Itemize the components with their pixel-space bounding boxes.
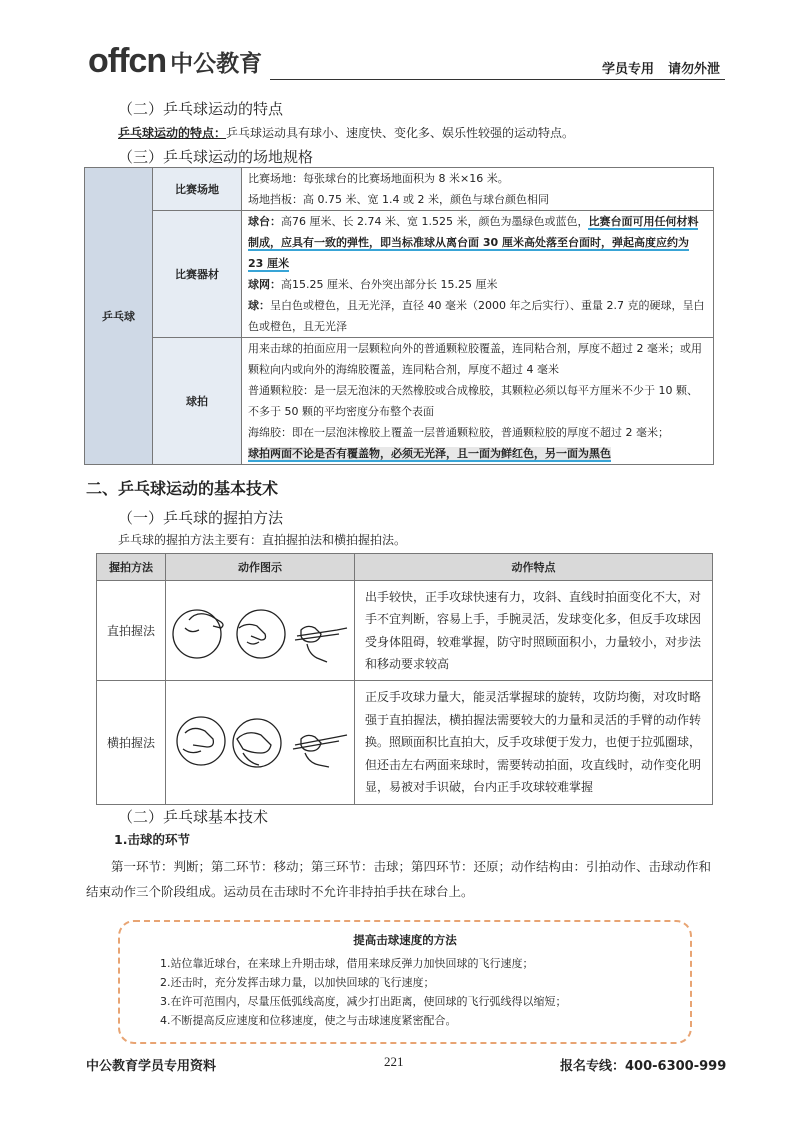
grip-header: 动作特点 — [355, 554, 713, 581]
tips-item: 3.在许可范围内，尽量压低弧线高度，减少打出距离，使回球的飞行弧线得以缩短； — [160, 995, 567, 1008]
spec-table — [84, 167, 714, 465]
shakehand-illustration — [166, 681, 355, 805]
penhold-illustration — [166, 581, 355, 681]
tips-box — [118, 920, 692, 1044]
racket-line: 海绵胶：即在一层泡沫橡胶上覆盖一层普通颗粒胶，普通颗粒胶的厚度不超过 2 毫米； — [248, 426, 669, 439]
penhold-hand-sketch — [167, 584, 353, 674]
offcn-logo — [88, 44, 262, 78]
tips-item: 2.还击时，充分发挥击球力量，以加快回球的飞行速度； — [160, 976, 435, 989]
racket-line: 用来击球的拍面应用一层颗粒向外的普通颗粒胶覆盖，连同粘合剂，厚度不超过 2 毫米；或用颗粒向内或向外的海绵胶覆盖，连同粘合剂，厚度不超过 4 毫米 — [248, 342, 702, 376]
section-venue-title: （三）乒乓球运动的场地规格 — [118, 148, 314, 166]
spec-row-name: 比赛场地 — [153, 168, 242, 211]
features-label: 乒乓球运动的特点： — [118, 126, 227, 140]
tips-item: 1.站位靠近球台，在来球上升期击球，借用来球反弹力加快回球的飞行速度； — [160, 957, 534, 970]
grip-header-row — [97, 554, 713, 581]
table-spec-label: 球台： — [248, 215, 281, 228]
table-spec-text: 高76 厘米、长 2.74 米、宽 1.525 米，颜色为墨绿色或蓝色， — [281, 215, 589, 228]
net-spec-text: 高15.25 厘米、台外突出部分长 15.25 厘米 — [281, 278, 498, 291]
tips-title: 提高击球速度的方法 — [353, 933, 457, 947]
logo-latin: offcn — [88, 42, 167, 80]
grip-method: 横拍握法 — [97, 681, 166, 805]
spec-row-content — [242, 211, 714, 338]
features-text: 乒乓球运动具有球小、速度快、变化多、娱乐性较强的运动特点。 — [226, 126, 575, 140]
section-technique-title: 二、乒乓球运动的基本技术 — [86, 479, 279, 498]
spec-row-racket — [85, 338, 714, 465]
page-number: 221 — [384, 1054, 404, 1069]
features-paragraph — [118, 123, 574, 143]
table-spec — [248, 211, 707, 274]
grip-desc: 出手较快，正手攻球快速有力，攻斜、直线时拍面变化不大，对手不宜判断，容易上手，手腕灵活，发球变化多，但反手攻球因受身体阻碍，较难掌握，防守时照顾面积小，力量较小，对步法和移动要求较高 — [355, 581, 713, 681]
shakehand-hand-sketch — [167, 691, 353, 791]
spec-row-content — [242, 338, 714, 465]
stages-subtitle: 1.击球的环节 — [114, 832, 190, 847]
grip-intro: 乒乓球的握拍方法主要有：直拍握拍法和横拍握拍法。 — [118, 533, 407, 547]
net-spec — [248, 274, 707, 295]
spec-row-content — [242, 168, 714, 211]
stages-paragraph: 第一环节：判断；第二环节：移动；第三环节：击球；第四环节：还原；动作结构由：引拍动作、击球动作和结束动作三个阶段组成。运动员在击球时不允许非持拍手扶在球台上。 — [86, 859, 712, 899]
grip-row-shakehand — [97, 681, 713, 805]
footer-left: 中公教育学员专用资料 — [86, 1059, 217, 1074]
grip-table — [96, 553, 713, 805]
tips-item: 4.不断提高反应速度和位移速度，使之与击球速度紧密配合。 — [160, 1014, 457, 1027]
section-grip-title: （一）乒乓球的握拍方法 — [118, 509, 284, 527]
net-spec-label: 球网： — [248, 278, 281, 291]
racket-highlight: 球拍两面不论是否有覆盖物，必须无光泽，且一面为鲜红色，另一面为黑色 — [248, 447, 611, 460]
spec-category: 乒乓球 — [85, 168, 153, 465]
section-basics-title: （二）乒乓球基本技术 — [118, 808, 269, 826]
section-features-title: （二）乒乓球运动的特点 — [118, 100, 284, 118]
grip-method: 直拍握法 — [97, 581, 166, 681]
grip-desc: 正反手攻球力量大，能灵活掌握球的旋转，攻防均衡，对攻时略强于直拍握法，横拍握法需要较大的力量和灵活的手臂的动作转换。照顾面积比直拍大，反手攻球便于发力，也便于拉弧圈球，但还击左右两面来球时，需要转动拍面，攻直线时，动作变化明显，易被对手识破，台内正手攻球较难掌握 — [355, 681, 713, 805]
ball-spec-label: 球： — [248, 299, 270, 312]
venue-line: 比赛场地：每张球台的比赛场地面积为 8 米×16 米。 — [248, 172, 509, 185]
spec-row-name: 比赛器材 — [153, 211, 242, 338]
spec-row-equipment — [85, 211, 714, 338]
ball-spec — [248, 295, 707, 337]
header-divider — [270, 79, 725, 80]
racket-line: 普通颗粒胶：是一层无泡沫的天然橡胶或合成橡胶，其颗粒必须以每平方厘米不少于 10 颗、不多于 50 颗的平均密度分布整个表面 — [248, 384, 698, 418]
venue-line: 场地挡板：高 0.75 米、宽 1.4 或 2 米，颜色与球台颜色相同 — [248, 193, 549, 206]
grip-row-penhold — [97, 581, 713, 681]
header-tag-confidential: 请勿外泄 — [668, 62, 721, 77]
header-tags — [588, 58, 720, 77]
table-spec-highlight: 比赛台面可用任何材料制成，应具有一致的弹性，即当标准球从离台面 30 厘米高处落至台面时，弹起高度应约为 23 厘米 — [248, 215, 699, 270]
ball-spec-text: 呈白色或橙色，且无光泽，直径 40 毫米（2000 年之后实行）、重量 2.7 克的硬球，呈白色或橙色，且无光泽 — [248, 299, 705, 333]
logo-cn: 中公教育 — [170, 51, 263, 77]
spec-row-name: 球拍 — [153, 338, 242, 465]
grip-header: 握拍方法 — [97, 554, 166, 581]
header-tag-students: 学员专用 — [602, 62, 655, 77]
spec-row-venue — [85, 168, 714, 211]
footer-hotline: 报名专线：400-6300-999 — [560, 1059, 727, 1074]
tips-list — [160, 954, 690, 1030]
grip-header: 动作图示 — [166, 554, 355, 581]
